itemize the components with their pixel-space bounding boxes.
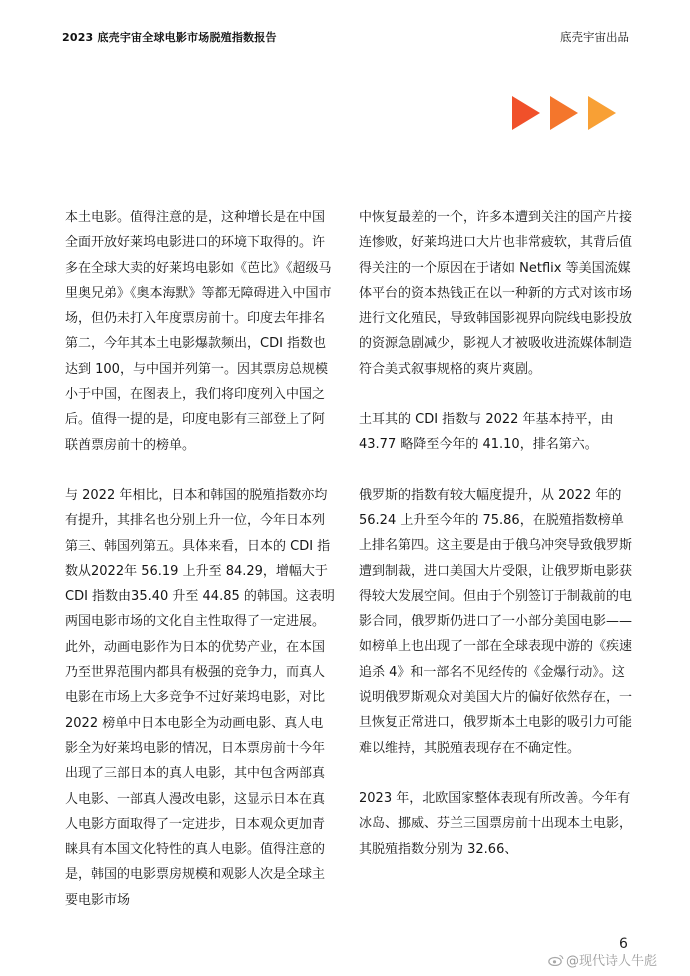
body-column-left [65,205,335,938]
watermark [548,950,657,969]
publisher-label: 底壳宇宙出品 [560,30,629,44]
triple-play-arrows-icon [512,96,618,130]
report-title: 2023 底壳宇宙全球电影市场脱殖指数报告 [62,31,277,44]
page-number: 6 [619,936,628,952]
play-arrow-3 [588,96,616,130]
paragraph: 中恢复最差的一个，许多本遭到关注的国产片接连惨败，好莱坞进口大片也非常疲软，其背后值得关注的一个原因在于诸如 Netflix 等美国流媒体平台的资本热钱正在以一种新的方式对该市场进行文化殖民，导致韩国影视界向院线电影投放的资源急剧减少，影视人才被吸收进流媒体制造符合美式叙事规格的爽片爽剧。 [359,210,633,377]
paragraph: 2023 年，北欧国家整体表现有所改善。今年有冰岛、挪威、芬兰三国票房前十出现本土电影，其脱殖指数分别为 32.66、 [359,790,633,857]
paragraph: 与 2022 年相比，日本和韩国的脱殖指数亦均有提升，其排名也分别上升一位，今年日本列第三、韩国列第五。具体来看，日本的 CDI 指数从2022年 56.19 上升至 84.29，增幅大于 CDI 指数由35.40 升至 44.85 的韩国。这表明两国电影市场的文化自主性取得了一定进展。此外，动画电影作为日本的优势产业，在本国乃至世界范围内都具有极强的竞争力，而真人电影在市场上大多竞争不过好莱坞电影，对比 2022 榜单中日本电影全为动画电影、真人电影全为好莱坞电影的情况，日本票房前十今年出现了三部日本的真人电影，其中包含两部真人电影、一部真人漫改电影，这显示日本在真人电影方面取得了一定进步，日本观众更加青睐具有本国文化特性的真人电影。值得注意的是，韩国的电影票房规模和观影人次是全球主要电影市场 [65,487,335,908]
weibo-logo-icon [548,954,564,966]
paragraph: 本土电影。值得注意的是，这种增长是在中国全面开放好莱坞电影进口的环境下取得的。许多在全球大卖的好莱坞电影如《芭比》《超级马里奥兄弟》《奥本海默》等都无障碍进入中国市场，但仍未打入年度票房前十。印度去年排名第二，今年其本土电影爆款频出，CDI 指数也达到 100，与中国并列第一。因其票房总规模小于中国，在图表上，我们将印度列入中国之后。值得一提的是，印度电影有三部登上了阿联酋票房前十的榜单。 [65,210,332,453]
play-arrow-2 [550,96,578,130]
watermark-text: @现代诗人牛彪 [566,954,658,969]
paragraph: 土耳其的 CDI 指数与 2022 年基本持平，由 43.77 略降至今年的 41.10，排名第六。 [359,412,614,453]
paragraph: 俄罗斯的指数有较大幅度提升，从 2022 年的56.24 上升至今年的 75.86，在脱殖指数榜单上排名第四。这主要是由于俄乌冲突导致俄罗斯遭到制裁，进口美国大片受限，让俄罗斯电影获得较大发展空间。但由于个别签订于制裁前的电影合同，俄罗斯仍进口了一小部分美国电影——如榜单上也出现了一部在全球表现中游的《疾速追杀 4》和一部名不见经传的《金爆行动》。这说明俄罗斯观众对美国大片的偏好依然存在，一旦恢复正常进口，俄罗斯本土电影的吸引力可能难以维持，其脱殖表现存在不确定性。 [359,487,633,756]
play-arrow-1 [512,96,540,130]
body-column-right [359,205,634,887]
